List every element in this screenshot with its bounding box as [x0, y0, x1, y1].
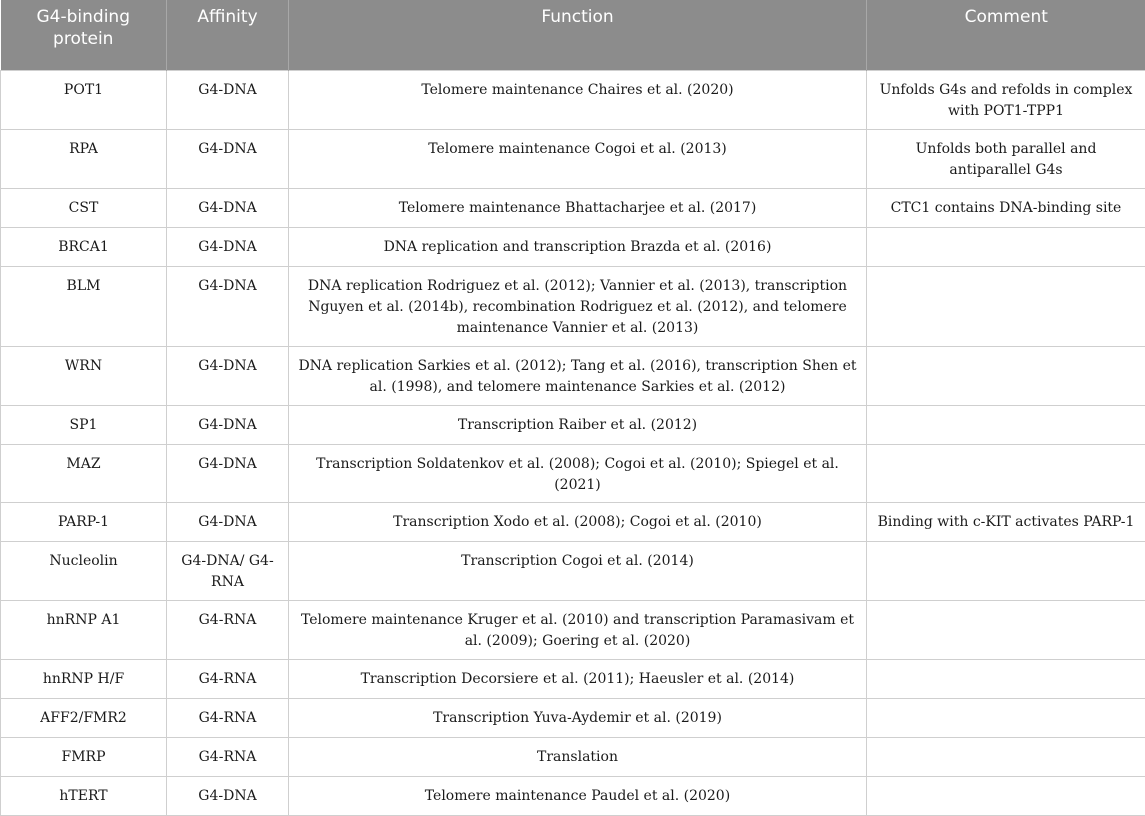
cell-affinity: G4-DNA [167, 346, 289, 405]
cell-comment [867, 659, 1145, 698]
cell-affinity: G4-DNA/ G4-RNA [167, 541, 289, 600]
cell-protein: CST [1, 188, 167, 227]
cell-comment [867, 600, 1145, 659]
header-protein: G4-binding protein [1, 0, 167, 70]
table-row [1, 541, 1145, 600]
cell-function: Telomere maintenance Paudel et al. (2020) [289, 776, 867, 815]
table-row [1, 776, 1145, 815]
table-row [1, 737, 1145, 776]
cell-affinity: G4-DNA [167, 776, 289, 815]
cell-function: Telomere maintenance Cogoi et al. (2013) [289, 129, 867, 188]
table-row [1, 266, 1145, 346]
table-row [1, 600, 1145, 659]
header-row [1, 0, 1145, 70]
cell-affinity: G4-DNA [167, 502, 289, 541]
cell-protein: hnRNP A1 [1, 600, 167, 659]
cell-function: Transcription Xodo et al. (2008); Cogoi et al. (2010) [289, 502, 867, 541]
header-comment: Comment [867, 0, 1145, 70]
cell-function: Telomere maintenance Kruger et al. (2010) and transcription Paramasivam et al. (2009); Goering et al. (2020) [289, 600, 867, 659]
cell-comment [867, 444, 1145, 502]
cell-comment: CTC1 contains DNA-binding site [867, 188, 1145, 227]
cell-protein: BRCA1 [1, 227, 167, 266]
cell-affinity: G4-DNA [167, 129, 289, 188]
cell-protein: SP1 [1, 405, 167, 444]
cell-affinity: G4-DNA [167, 405, 289, 444]
cell-affinity: G4-DNA [167, 70, 289, 129]
cell-function: Transcription Soldatenkov et al. (2008); Cogoi et al. (2010); Spiegel et al. (2021) [289, 444, 867, 502]
header-function: Function [289, 0, 867, 70]
cell-function: DNA replication Sarkies et al. (2012); Tang et al. (2016), transcription Shen et al. (1998), and telomere maintenance Sarkies et al. (2012) [289, 346, 867, 405]
cell-protein: MAZ [1, 444, 167, 502]
table-row [1, 502, 1145, 541]
cell-protein: AFF2/FMR2 [1, 698, 167, 737]
cell-function: DNA replication and transcription Brazda et al. (2016) [289, 227, 867, 266]
table-row [1, 698, 1145, 737]
cell-protein: WRN [1, 346, 167, 405]
cell-function: Transcription Cogoi et al. (2014) [289, 541, 867, 600]
table-row [1, 405, 1145, 444]
cell-protein: POT1 [1, 70, 167, 129]
cell-affinity: G4-DNA [167, 266, 289, 346]
table-row [1, 444, 1145, 502]
cell-function: DNA replication Rodriguez et al. (2012); Vannier et al. (2013), transcription Nguyen et al. (2014b), recombination Rodriguez et al. (2012), and telomere maintenance Vannier et al. (2013) [289, 266, 867, 346]
cell-protein: RPA [1, 129, 167, 188]
cell-protein: FMRP [1, 737, 167, 776]
cell-function: Translation [289, 737, 867, 776]
cell-comment [867, 266, 1145, 346]
header-affinity: Affinity [167, 0, 289, 70]
table-body [1, 70, 1145, 815]
cell-affinity: G4-RNA [167, 737, 289, 776]
table-row [1, 129, 1145, 188]
cell-comment: Unfolds G4s and refolds in complex with POT1-TPP1 [867, 70, 1145, 129]
cell-function: Transcription Yuva-Aydemir et al. (2019) [289, 698, 867, 737]
cell-protein: hnRNP H/F [1, 659, 167, 698]
table-row [1, 346, 1145, 405]
cell-affinity: G4-DNA [167, 227, 289, 266]
cell-protein: Nucleolin [1, 541, 167, 600]
cell-function: Transcription Raiber et al. (2012) [289, 405, 867, 444]
cell-comment [867, 776, 1145, 815]
cell-comment [867, 346, 1145, 405]
cell-comment [867, 737, 1145, 776]
table-row [1, 227, 1145, 266]
cell-function: Transcription Decorsiere et al. (2011); Haeusler et al. (2014) [289, 659, 867, 698]
cell-function: Telomere maintenance Chaires et al. (2020) [289, 70, 867, 129]
cell-protein: hTERT [1, 776, 167, 815]
cell-affinity: G4-DNA [167, 188, 289, 227]
table-row [1, 188, 1145, 227]
cell-affinity: G4-RNA [167, 659, 289, 698]
cell-affinity: G4-RNA [167, 600, 289, 659]
cell-affinity: G4-RNA [167, 698, 289, 737]
cell-comment [867, 227, 1145, 266]
cell-comment: Binding with c-KIT activates PARP-1 [867, 502, 1145, 541]
cell-function: Telomere maintenance Bhattacharjee et al. (2017) [289, 188, 867, 227]
cell-comment [867, 405, 1145, 444]
cell-protein: PARP-1 [1, 502, 167, 541]
cell-comment: Unfolds both parallel and antiparallel G4s [867, 129, 1145, 188]
cell-affinity: G4-DNA [167, 444, 289, 502]
cell-comment [867, 541, 1145, 600]
table-header [1, 0, 1145, 70]
cell-protein: BLM [1, 266, 167, 346]
table-row [1, 659, 1145, 698]
table-row [1, 70, 1145, 129]
cell-comment [867, 698, 1145, 737]
